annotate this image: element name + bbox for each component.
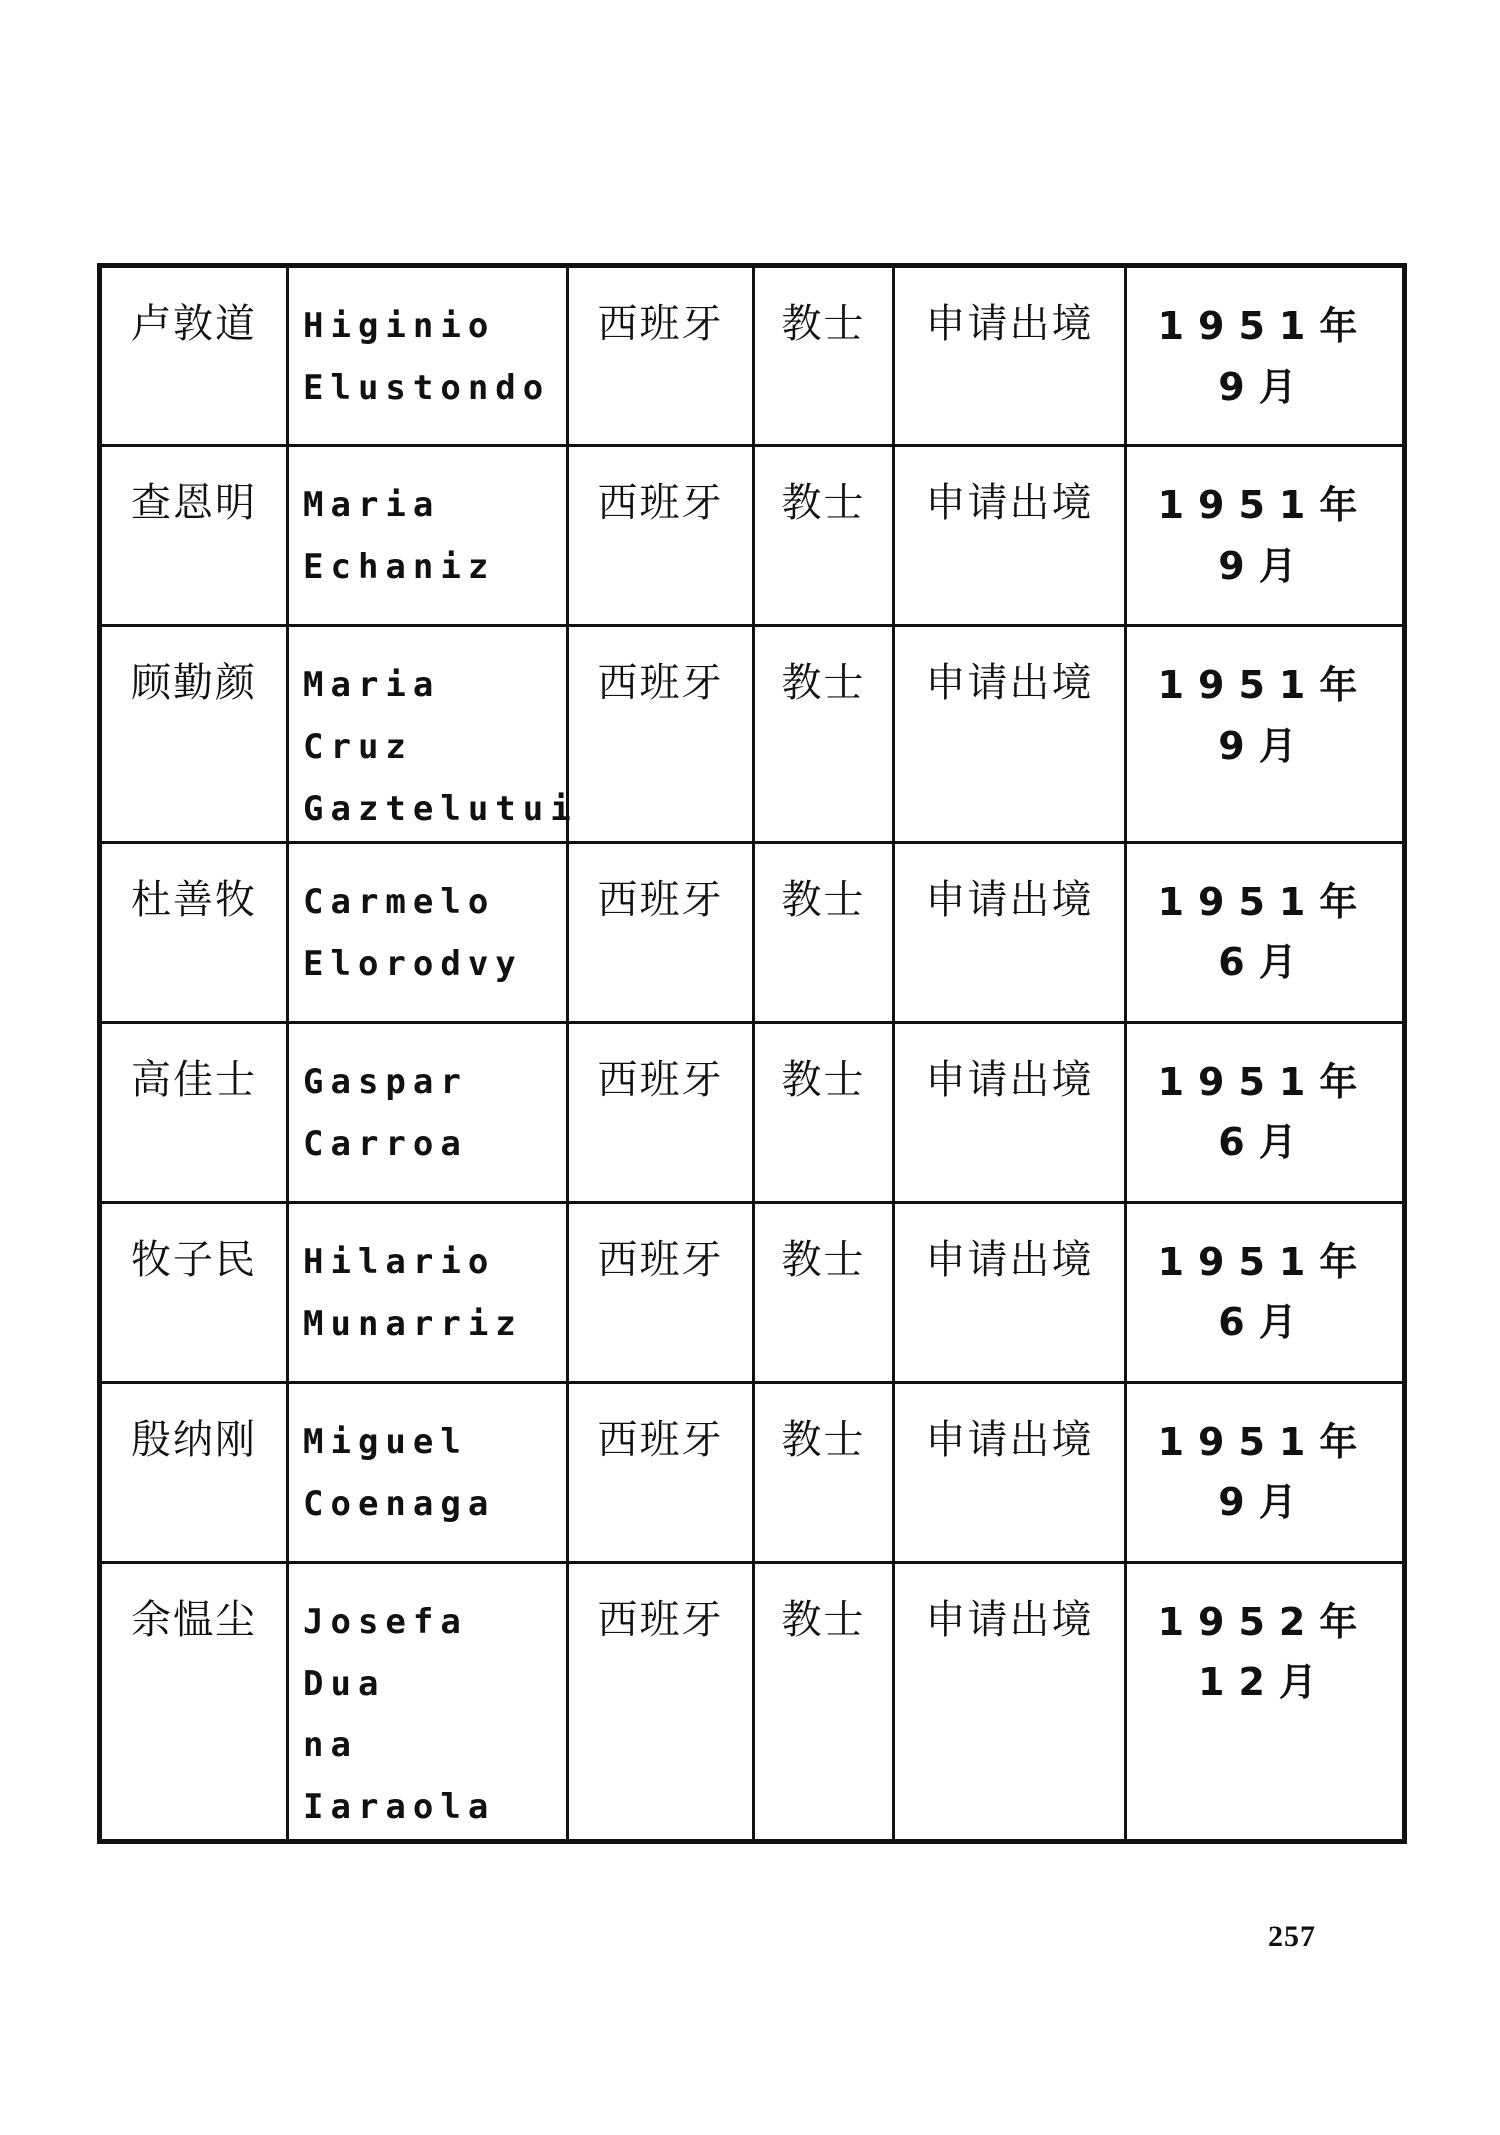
status-cell: 申请出境 (894, 1022, 1126, 1202)
nationality-cell: 西班牙 (568, 1022, 754, 1202)
occupation-cell: 教士 (754, 266, 894, 446)
date-year: 1951年 (1157, 1059, 1372, 1104)
occupation-cell: 教士 (754, 1202, 894, 1382)
date-year: 1951年 (1157, 879, 1372, 924)
nationality-cell: 西班牙 (568, 1382, 754, 1562)
date-month: 6月 (1218, 940, 1311, 985)
occupation-cell: 教士 (754, 842, 894, 1022)
date-month: 9月 (1218, 1480, 1311, 1525)
table-row (100, 626, 1405, 843)
chinese-name-cell: 顾勤颜 (100, 626, 288, 843)
nationality-cell: 西班牙 (568, 1202, 754, 1382)
table-row (100, 1562, 1405, 1842)
chinese-name-cell: 卢敦道 (100, 266, 288, 446)
status-cell: 申请出境 (894, 446, 1126, 626)
date-year: 1951年 (1157, 304, 1372, 348)
foreign-name-cell: Gaspar Carroa (288, 1022, 568, 1202)
status-cell: 申请出境 (894, 1202, 1126, 1382)
table-row (100, 1382, 1405, 1562)
date-year: 1951年 (1157, 663, 1372, 707)
status-cell: 申请出境 (894, 1562, 1126, 1842)
occupation-cell: 教士 (754, 1022, 894, 1202)
chinese-name-cell: 牧子民 (100, 1202, 288, 1382)
table-row (100, 1202, 1405, 1382)
foreign-name-cell: Higinio Elustondo (288, 266, 568, 446)
date-month: 6月 (1218, 1120, 1311, 1165)
chinese-name-cell: 高佳士 (100, 1022, 288, 1202)
date-cell (1126, 1562, 1405, 1842)
date-month: 9月 (1218, 364, 1311, 409)
occupation-cell: 教士 (754, 446, 894, 626)
date-cell (1126, 842, 1405, 1022)
foreign-name-cell: Carmelo Elorodvy (288, 842, 568, 1022)
nationality-cell: 西班牙 (568, 446, 754, 626)
date-year: 1951年 (1157, 1419, 1372, 1464)
chinese-name-cell: 查恩明 (100, 446, 288, 626)
table-row (100, 266, 1405, 446)
chinese-name-cell: 杜善牧 (100, 842, 288, 1022)
foreign-name-cell: Josefa Dua na Iaraola (288, 1562, 568, 1842)
date-month: 6月 (1218, 1300, 1311, 1345)
nationality-cell: 西班牙 (568, 266, 754, 446)
nationality-cell: 西班牙 (568, 626, 754, 843)
foreign-name-cell: Hilario Munarriz (288, 1202, 568, 1382)
date-year: 1951年 (1157, 483, 1372, 527)
date-cell (1126, 1382, 1405, 1562)
date-cell (1126, 626, 1405, 843)
table-row (100, 1022, 1405, 1202)
occupation-cell: 教士 (754, 1382, 894, 1562)
date-cell (1126, 266, 1405, 446)
foreign-name-cell: Maria Echaniz (288, 446, 568, 626)
table-row (100, 842, 1405, 1022)
status-cell: 申请出境 (894, 842, 1126, 1022)
occupation-cell: 教士 (754, 626, 894, 843)
occupation-cell: 教士 (754, 1562, 894, 1842)
date-cell (1126, 446, 1405, 626)
status-cell: 申请出境 (894, 266, 1126, 446)
foreign-name-cell: Maria Cruz Gaztelutui (288, 626, 568, 843)
nationality-cell: 西班牙 (568, 842, 754, 1022)
nationality-cell: 西班牙 (568, 1562, 754, 1842)
date-cell (1126, 1022, 1405, 1202)
date-month: 9月 (1218, 543, 1311, 588)
page-number: 257 (1268, 1920, 1316, 1953)
foreign-name-cell: Miguel Coenaga (288, 1382, 568, 1562)
date-cell (1126, 1202, 1405, 1382)
personnel-table (97, 263, 1407, 1844)
date-year: 1952年 (1157, 1599, 1372, 1644)
chinese-name-cell: 殷纳刚 (100, 1382, 288, 1562)
status-cell: 申请出境 (894, 1382, 1126, 1562)
status-cell: 申请出境 (894, 626, 1126, 843)
date-year: 1951年 (1157, 1239, 1372, 1284)
chinese-name-cell: 余愠尘 (100, 1562, 288, 1842)
table-row (100, 446, 1405, 626)
date-month: 9月 (1218, 723, 1311, 768)
date-month: 12月 (1198, 1660, 1331, 1705)
